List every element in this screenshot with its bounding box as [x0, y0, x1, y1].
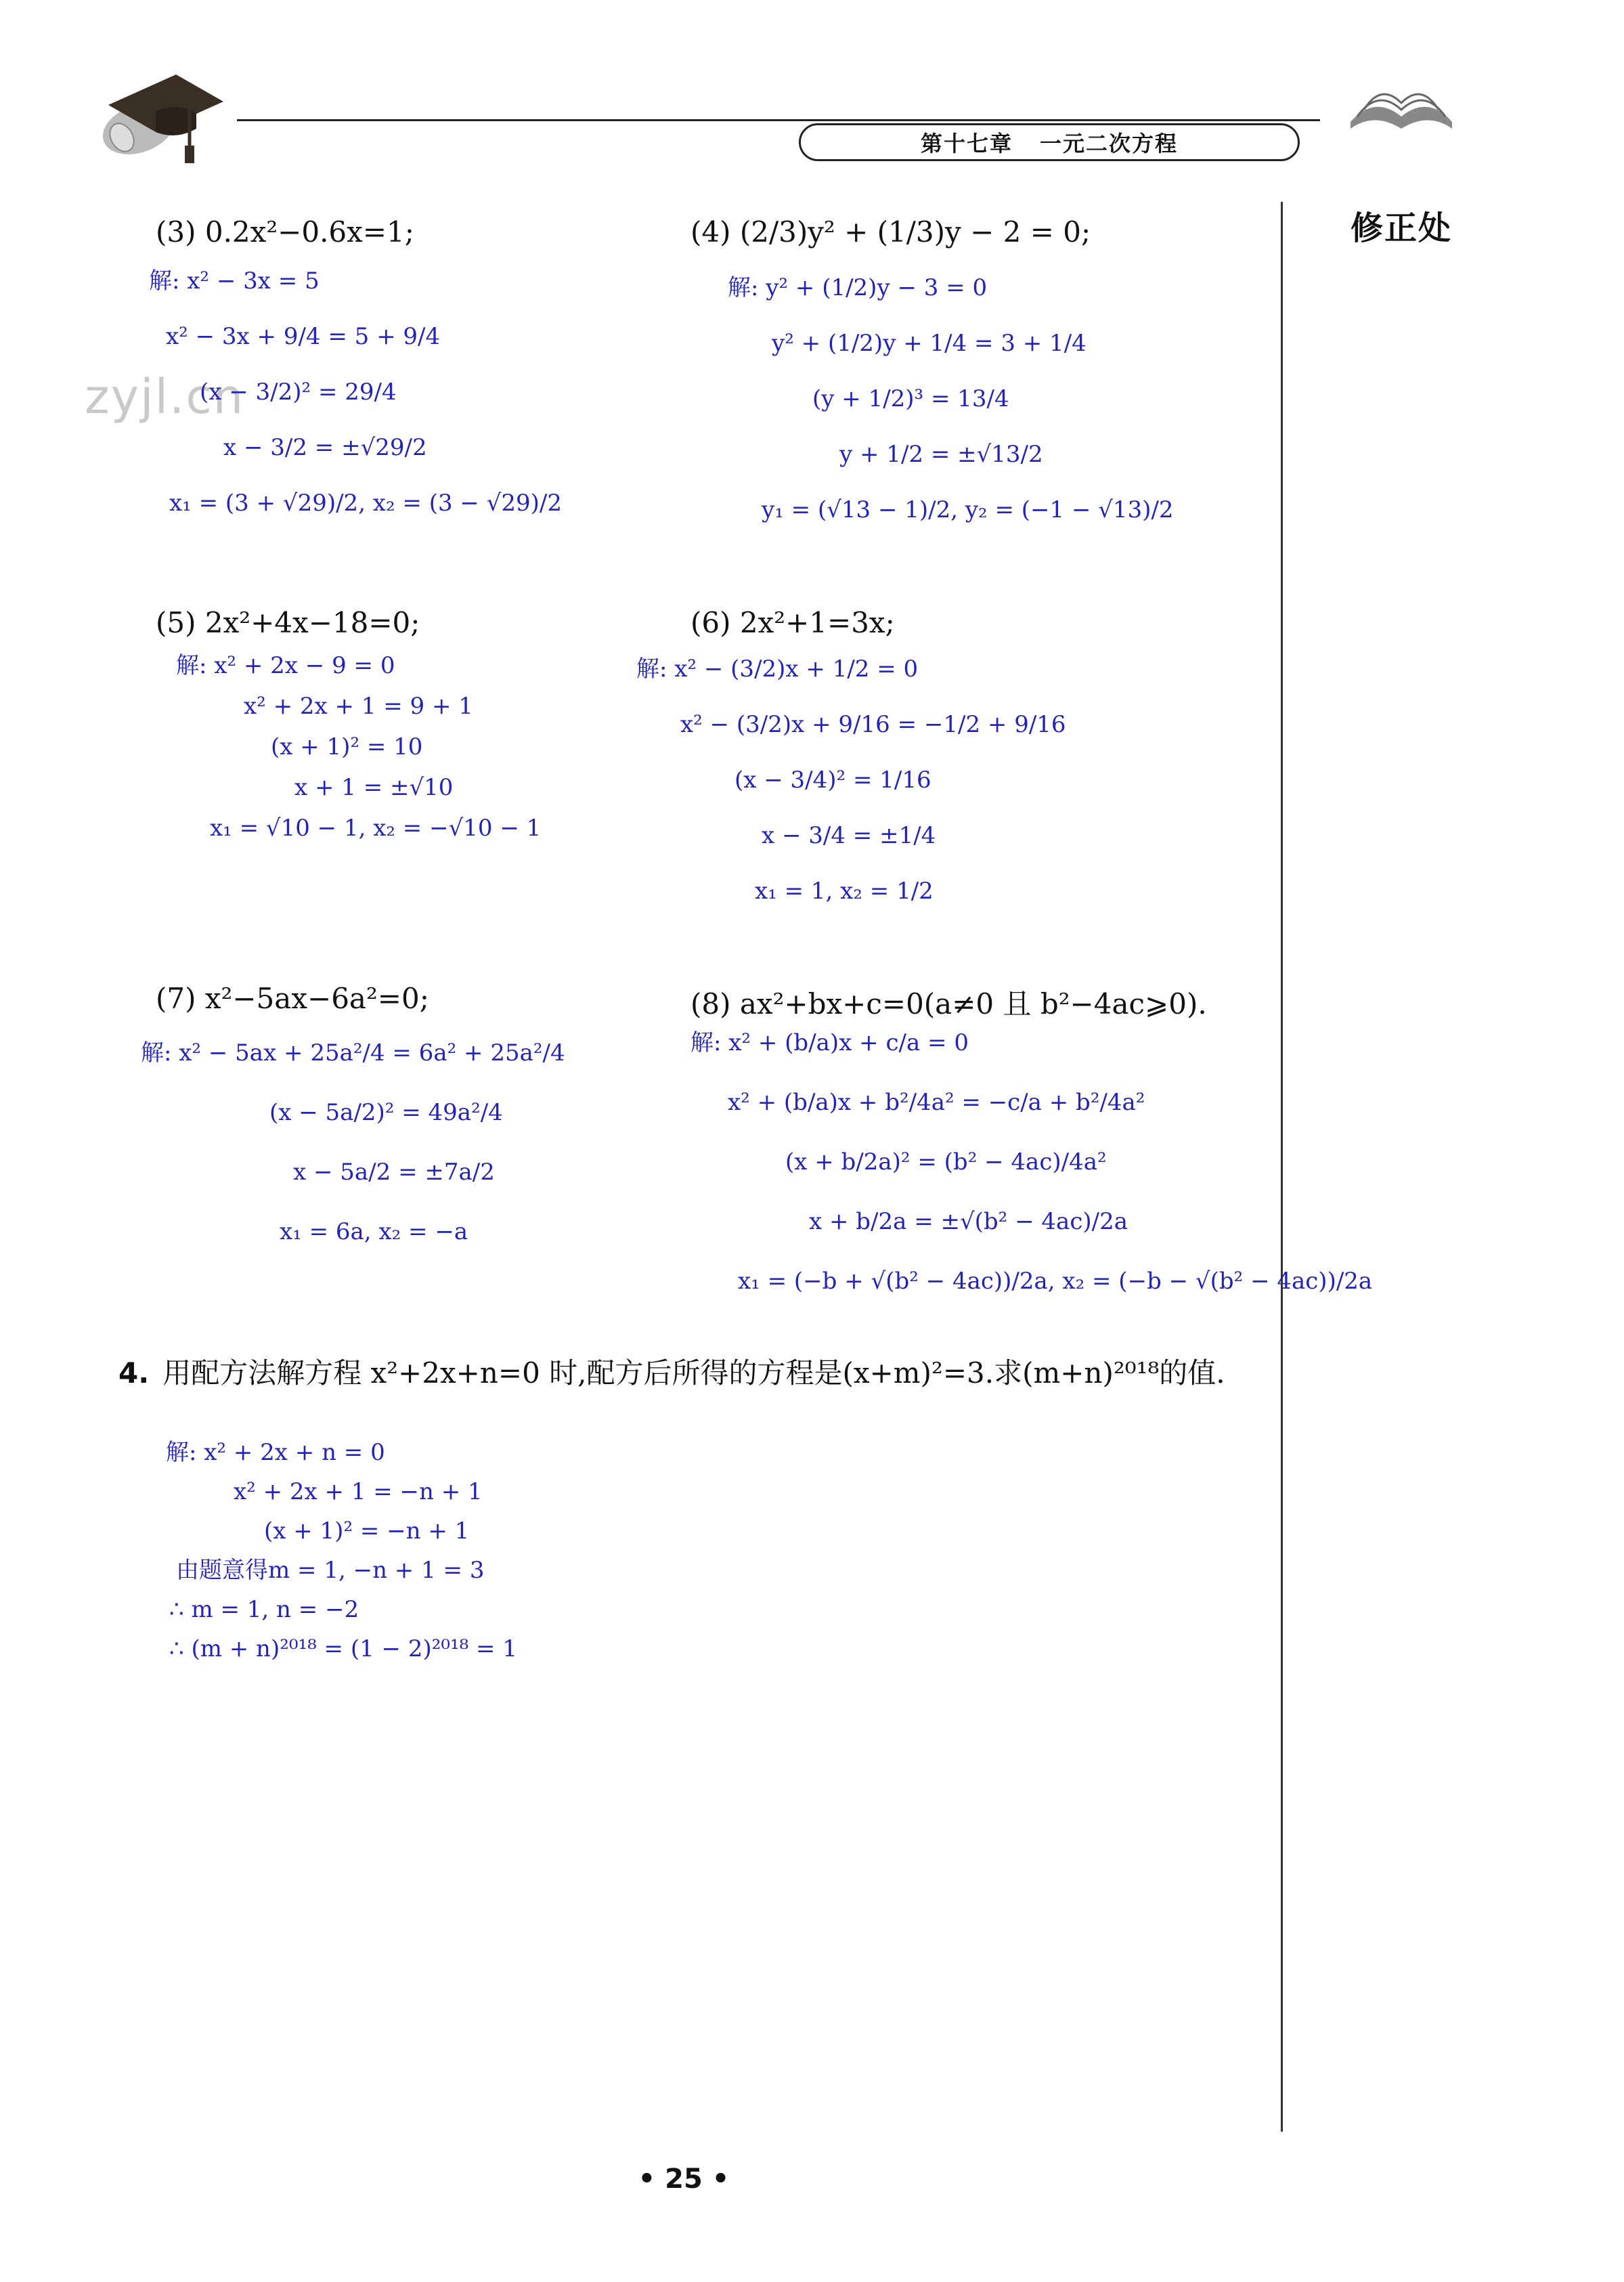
question-text: 用配方法解方程 x²+2x+n=0 时,配方后所得的方程是(x+m)²=3.求(m+n)²⁰¹⁸的值. [162, 1356, 1225, 1390]
solution-line: (x − 3/2)² = 29/4 [200, 379, 397, 406]
solution-line: x + 1 = ±√10 [294, 774, 454, 801]
solution-line: y² + (1/2)y + 1/4 = 3 + 1/4 [772, 330, 1087, 357]
chapter-header [799, 123, 1300, 161]
solution-line: 解: x² − 5ax + 25a²/4 = 6a² + 25a²/4 [141, 1039, 565, 1067]
solution-line: 解: x² + (b/a)x + c/a = 0 [690, 1029, 969, 1056]
solution-line: (x − 3/4)² = 1/16 [734, 767, 931, 794]
problem-4-label: (4) (2/3)y² + (1/3)y − 2 = 0; [690, 215, 1091, 249]
solution-line: x − 3/2 = ±√29/2 [223, 434, 427, 461]
solution-line: x₁ = (3 + √29)/2, x₂ = (3 − √29)/2 [169, 490, 562, 517]
solution-line: y₁ = (√13 − 1)/2, y₂ = (−1 − √13)/2 [762, 496, 1174, 523]
solution-line: 解: y² + (1/2)y − 3 = 0 [728, 274, 988, 301]
problem-3-solution [149, 267, 562, 517]
problem-7-label: (7) x²−5ax−6a²=0; [156, 982, 429, 1015]
solution-line: 由题意得m = 1, −n + 1 = 3 [176, 1557, 485, 1584]
problem-3-label: (3) 0.2x²−0.6x=1; [156, 215, 414, 249]
solution-line: x² − (3/2)x + 9/16 = −1/2 + 9/16 [680, 711, 1066, 738]
correction-column-title: 修正处 [1351, 209, 1453, 247]
chapter-title: 一元二次方程 [1040, 131, 1179, 156]
solution-line: x − 5a/2 = ±7a/2 [293, 1159, 495, 1186]
solution-line: 解: x² + 2x − 9 = 0 [176, 652, 395, 679]
solution-line: ∴ m = 1, n = −2 [169, 1596, 359, 1623]
header-rule [237, 119, 1320, 121]
problem-6-label: (6) 2x²+1=3x; [690, 606, 895, 639]
solution-line: 解: x² − 3x = 5 [149, 267, 320, 295]
solution-line: x₁ = 1, x₂ = 1/2 [755, 878, 934, 905]
solution-line: x − 3/4 = ±1/4 [762, 822, 936, 849]
chapter-number: 第十七章 [920, 131, 1013, 156]
problem-5-solution [176, 652, 541, 842]
solution-line: (x + 1)² = 10 [271, 733, 423, 760]
solution-line: 解: x² + 2x + n = 0 [166, 1439, 385, 1466]
question-4-solution [166, 1439, 517, 1662]
solution-line: x + b/2a = ±√(b² − 4ac)/2a [809, 1208, 1128, 1235]
solution-line: x₁ = (−b + √(b² − 4ac))/2a, x₂ = (−b − √(b² − 4ac))/2a [738, 1268, 1373, 1295]
solution-line: x² + (b/a)x + b²/4a² = −c/a + b²/4a² [728, 1089, 1145, 1116]
solution-line: x₁ = √10 − 1, x₂ = −√10 − 1 [210, 815, 542, 842]
problem-7-solution [141, 1039, 565, 1245]
solution-line: y + 1/2 = ±√13/2 [839, 441, 1043, 468]
solution-line: x² + 2x + 1 = −n + 1 [234, 1478, 483, 1505]
solution-line: x² − 3x + 9/4 = 5 + 9/4 [166, 323, 441, 350]
problem-8-label: (8) ax²+bx+c=0(a≠0 且 b²−4ac⩾0). [690, 987, 1207, 1020]
problem-4-solution [728, 274, 1174, 523]
solution-line: (x + 1)² = −n + 1 [264, 1517, 470, 1545]
solution-line: x₁ = 6a, x₂ = −a [280, 1218, 468, 1245]
solution-line: (x − 5a/2)² = 49a²/4 [269, 1099, 503, 1126]
question-number: 4. [118, 1356, 150, 1390]
problem-8-solution [690, 1029, 1372, 1295]
solution-line: ∴ (m + n)²⁰¹⁸ = (1 − 2)²⁰¹⁸ = 1 [169, 1635, 517, 1662]
question-4 [118, 1351, 1269, 1396]
page-number: • 25 • [638, 2163, 730, 2195]
problem-5-label: (5) 2x²+4x−18=0; [156, 606, 420, 639]
problem-6-solution [636, 655, 1066, 905]
solution-line: (y + 1/2)³ = 13/4 [812, 385, 1009, 412]
open-book-icon [1347, 74, 1455, 132]
solution-line: x² + 2x + 1 = 9 + 1 [244, 693, 473, 720]
graduation-cap-icon [81, 64, 230, 166]
watermark: zyjl.cn [85, 369, 245, 425]
solution-line: (x + b/2a)² = (b² − 4ac)/4a² [785, 1148, 1107, 1176]
solution-line: 解: x² − (3/2)x + 1/2 = 0 [636, 655, 919, 683]
